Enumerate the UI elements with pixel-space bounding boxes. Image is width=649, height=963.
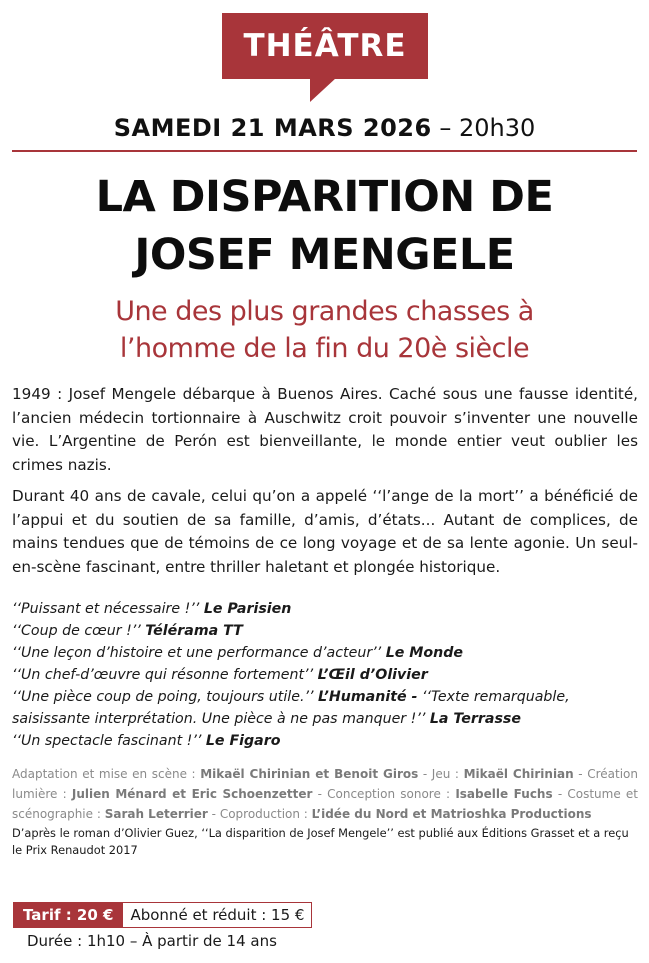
- speech-bubble-tail: [310, 78, 336, 102]
- press-quote: [12, 730, 642, 752]
- source-note: D’après le roman d’Olivier Guez, ‘‘La disparition de Josef Mengele’’ est publié aux Éditions Grasset et a reçu le Prix Renaudot 2017: [12, 826, 629, 857]
- credit-names: Isabelle Fuchs: [455, 787, 553, 801]
- quote-text: ‘‘Puissant et nécessaire !’’: [12, 601, 204, 617]
- category-badge-label: THÉÂTRE: [222, 13, 428, 79]
- duration-info: Durée : 1h10 – À partir de 14 ans: [27, 932, 277, 950]
- quote-text: ‘‘Une pièce coup de poing, toujours utile.’’: [12, 689, 319, 705]
- credit-names: L’idée du Nord et Matrioshka Productions: [311, 807, 592, 821]
- description-paragraph-2: Durant 40 ans de cavale, celui qu’on a appelé ‘‘l’ange de la mort’’ a bénéficié de l’appui et du soutien de sa famille, d’amis, d’états... Autant de complices, de mains tendues que de témoins de ce long voyage et de sa lente agonie. Un seul-en-scène fascinant, entre thriller haletant et plongée historique.: [12, 487, 638, 576]
- event-time: 20h30: [458, 114, 536, 142]
- credit-names: Sarah Leterrier: [104, 807, 208, 821]
- quote-text: saisissante interprétation. Une pièce à ne pas manquer !’’: [12, 711, 430, 727]
- page-subtitle: [0, 293, 649, 367]
- credit-label: - Coproduction :: [207, 807, 312, 821]
- credit-label: Adaptation et mise en scène :: [12, 767, 201, 781]
- press-quotes: [12, 598, 642, 752]
- credit-label: - Jeu :: [418, 767, 464, 781]
- press-quote: [12, 620, 642, 642]
- press-quote: [12, 598, 642, 620]
- category-badge: [222, 13, 428, 103]
- event-date: SAMEDI 21 MARS 2026: [113, 114, 432, 142]
- press-quote: [12, 642, 642, 664]
- credit-label: - Conception sonore :: [312, 787, 456, 801]
- quote-source: L’Œil d’Olivier: [317, 667, 428, 683]
- description: [12, 383, 638, 587]
- credits: [12, 764, 638, 824]
- quote-source: La Terrasse: [429, 711, 521, 727]
- pricing: [13, 902, 312, 928]
- quote-text: ‘‘Une leçon d’histoire et une performance d’acteur’’: [12, 645, 386, 661]
- quote-text: ‘‘Texte remarquable,: [417, 689, 570, 705]
- price-tag: Tarif : 20 €: [13, 902, 123, 928]
- quote-source: L’Humanité -: [318, 689, 418, 705]
- subtitle-line-1: Une des plus grandes chasses à: [115, 296, 534, 327]
- credit-label: - Création lumière :: [12, 767, 638, 801]
- credit-names: Mikaël Chirinian et Benoit Giros: [200, 767, 419, 781]
- page-title: [0, 168, 649, 284]
- press-quote: [12, 664, 642, 686]
- credit-names: Julien Ménard et Eric Schoenzetter: [71, 787, 313, 801]
- title-line-2: JOSEF MENGELE: [134, 230, 515, 280]
- quote-text: ‘‘Un spectacle fascinant !’’: [12, 733, 206, 749]
- press-quote: [12, 686, 642, 708]
- event-separator: –: [431, 114, 459, 142]
- subtitle-line-2: l’homme de la fin du 20è siècle: [119, 333, 530, 364]
- title-line-1: LA DISPARITION DE: [95, 172, 554, 222]
- event-datetime: [0, 114, 649, 142]
- quote-source: Télérama TT: [145, 623, 243, 639]
- quote-text: ‘‘Un chef-d’œuvre qui résonne fortement’’: [12, 667, 318, 683]
- press-quote: [12, 708, 642, 730]
- quote-source: Le Parisien: [203, 601, 292, 617]
- credit-names: Mikaël Chirinian: [463, 767, 574, 781]
- divider-rule: [12, 150, 637, 152]
- price-reduced: Abonné et réduit : 15 €: [123, 902, 312, 928]
- credit-label: - Costume et scénographie :: [12, 787, 639, 821]
- quote-source: Le Monde: [385, 645, 464, 661]
- quote-text: ‘‘Coup de cœur !’’: [12, 623, 146, 639]
- description-paragraph-1: 1949 : Josef Mengele débarque à Buenos Aires. Caché sous une fausse identité, l’ancien médecin tortionnaire à Auschwitz croit pouvoir s’inventer une nouvelle vie. L’Argentine de Perón est bienveillante, le monde entier veut oublier les crimes nazis.: [12, 385, 638, 474]
- quote-source: Le Figaro: [205, 733, 281, 749]
